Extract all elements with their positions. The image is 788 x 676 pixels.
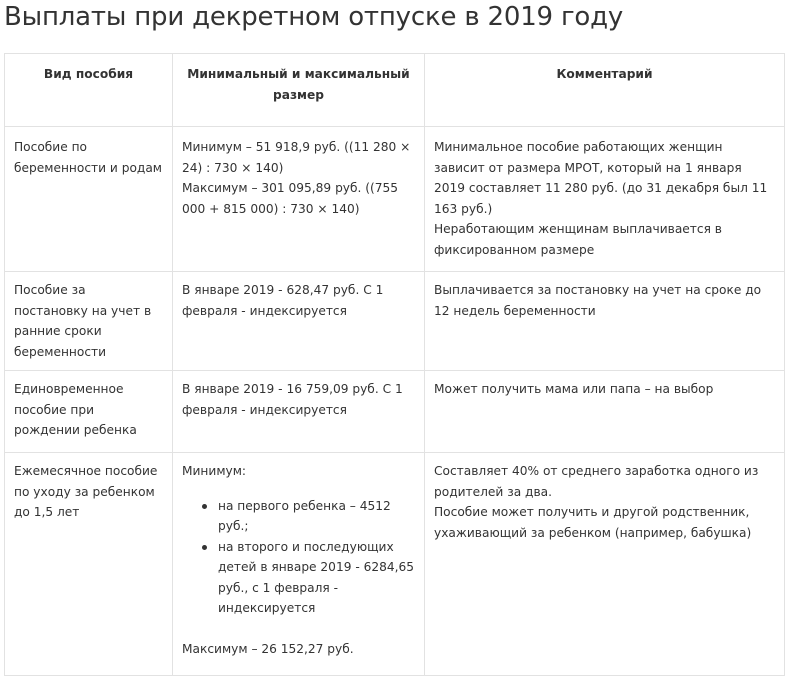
cell-text: Максимум – 301 095,89 руб. ((755 000 + 815 000) : 730 × 140): [182, 181, 399, 216]
cell-comment: [425, 453, 785, 676]
cell-size: [173, 127, 425, 272]
cell-benefit-type: [5, 371, 173, 453]
header-benefit-type: Вид пособия: [5, 54, 173, 127]
table-row: [5, 371, 785, 453]
cell-text: Составляет 40% от среднего заработка одного из родителей за два.: [434, 464, 759, 499]
list-item: на второго и последующих детей в январе 2019 - 6284,65 руб., с 1 февраля - индексируется: [218, 537, 415, 619]
bullet-list: [182, 496, 415, 619]
cell-text: Минимум – 51 918,9 руб. ((11 280 × 24) : 730 × 140): [182, 140, 411, 175]
cell-benefit-type: [5, 453, 173, 676]
cell-text: Пособие за постановку на учет в ранние сроки беременности: [14, 283, 152, 359]
cell-benefit-type: [5, 272, 173, 371]
cell-text: Неработающим женщинам выплачивается в фиксированном размере: [434, 222, 722, 257]
list-item: на первого ребенка – 4512 руб.;: [218, 496, 415, 537]
cell-text: В январе 2019 - 16 759,09 руб. С 1 февраля - индексируется: [182, 382, 403, 417]
cell-comment: [425, 127, 785, 272]
cell-text: Ежемесячное пособие по уходу за ребенком до 1,5 лет: [14, 464, 158, 519]
cell-text: Минимум:: [182, 464, 247, 478]
cell-text: Может получить мама или папа – на выбор: [434, 382, 714, 396]
cell-text: Минимальное пособие работающих женщин зависит от размера МРОТ, который на 1 января 2019 составляет 11 280 руб. (до 31 декабря был 11 163 руб.): [434, 140, 768, 216]
header-comment: Комментарий: [425, 54, 785, 127]
cell-size: [173, 272, 425, 371]
cell-text: В январе 2019 - 628,47 руб. С 1 февраля - индексируется: [182, 283, 384, 318]
cell-size: [173, 453, 425, 676]
cell-text: Единовременное пособие при рождении ребенка: [14, 382, 137, 437]
table-row: [5, 272, 785, 371]
table-header-row: [5, 54, 785, 127]
cell-size: [173, 371, 425, 453]
cell-comment: [425, 371, 785, 453]
cell-text: Максимум – 26 152,27 руб.: [182, 641, 354, 656]
table-row: [5, 127, 785, 272]
header-min-max-size: Минимальный и максимальный размер: [173, 54, 425, 127]
cell-text: Пособие по беременности и родам: [14, 140, 163, 175]
page-title: Выплаты при декретном отпуске в 2019 году: [4, 2, 624, 32]
table-row: [5, 453, 785, 676]
cell-text: Выплачивается за постановку на учет на сроке до 12 недель беременности: [434, 283, 762, 318]
cell-benefit-type: [5, 127, 173, 272]
cell-comment: [425, 272, 785, 371]
benefits-table: [4, 53, 785, 676]
cell-text: Пособие может получить и другой родственник, ухаживающий за ребенком (например, бабушка): [434, 505, 752, 540]
